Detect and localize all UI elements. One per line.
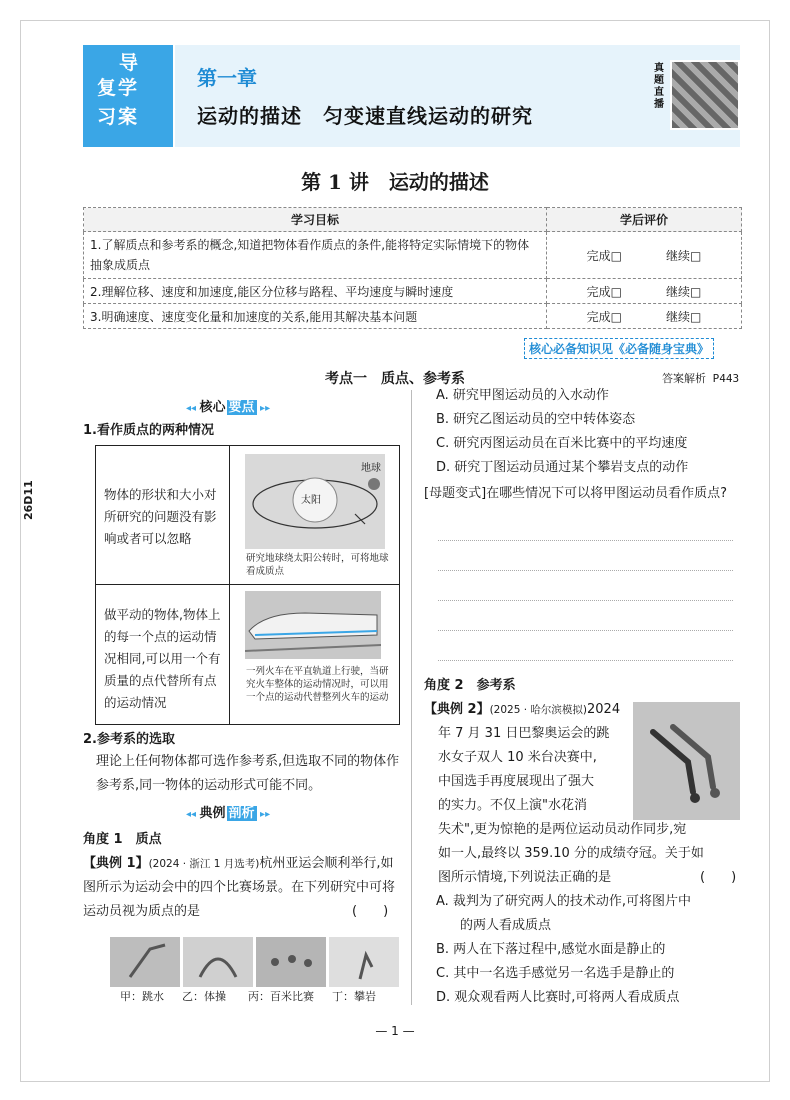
option-a-cont: 的两人看成质点 xyxy=(460,918,552,933)
kaodian-title: 考点一 质点、参考系 xyxy=(325,371,465,387)
answer-line[interactable] xyxy=(438,630,733,631)
side-code: 26D11 xyxy=(22,480,35,520)
four-sports-photos xyxy=(110,937,400,987)
example-2-line: 失术",更为惊艳的是两位运动员动作同步,宛 xyxy=(438,822,687,837)
qr-code-icon[interactable] xyxy=(670,60,740,130)
example-2-line: 中国选手再度展现出了强大 xyxy=(438,774,595,789)
goals-header: 学习目标 xyxy=(84,208,547,232)
reference-hint: 核心必备知识见《必备随身宝典》 xyxy=(524,338,714,359)
earth-sun-orbit-diagram xyxy=(245,454,385,549)
learning-goals-table xyxy=(83,207,742,329)
qr-label: 真题直播 xyxy=(654,63,664,110)
page-number: — 1 — xyxy=(375,1024,415,1038)
photo-caption-2: 乙：体操 xyxy=(182,990,226,1003)
earth-label: 地球 xyxy=(361,463,381,474)
continue-checkbox[interactable]: 继续□ xyxy=(666,248,702,263)
photo-caption-3: 丙：百米比赛 xyxy=(248,990,314,1003)
section-1-title: 1.看作质点的两种情况 xyxy=(83,423,214,438)
diving-photo xyxy=(633,702,740,820)
section-2-title: 2.参考系的选取 xyxy=(83,732,175,747)
cell-2-caption: 一列火车在平直轨道上行驶，当研究火车整体的运动情况时，可以用一个点的运动代替整列火车的运动 xyxy=(246,666,389,703)
continue-checkbox[interactable]: 继续□ xyxy=(666,284,702,299)
angle-1-title: 角度 1 质点 xyxy=(83,832,162,847)
done-checkbox[interactable]: 完成□ xyxy=(586,248,622,263)
eval-header: 学后评价 xyxy=(547,208,742,232)
train-photo xyxy=(245,591,381,659)
option-b: B. 研究乙图运动员的空中转体姿态 xyxy=(436,412,636,427)
answer-line[interactable] xyxy=(438,540,733,541)
answer-line[interactable] xyxy=(438,660,733,661)
arrow-left-icon: ◂◂ xyxy=(186,809,200,820)
angle-2-title: 角度 2 参考系 xyxy=(424,678,516,693)
answer-line[interactable] xyxy=(438,600,733,601)
cell-2-text: 做平动的物体,物体上的每一个点的运动情况相同,可以用一个有质量的点代替所有点的运动情况 xyxy=(104,607,221,710)
table-row xyxy=(84,232,742,279)
option-d: D. 研究丁图运动员通过某个攀岩支点的动作 xyxy=(436,460,689,475)
example-1-paren: ( ) xyxy=(352,904,389,919)
badge-line-2: 复学 xyxy=(97,77,140,99)
example-analysis-tag: ◂◂ 典例 剖析 ▸▸ xyxy=(186,806,271,821)
sun-label: 太阳 xyxy=(301,495,321,506)
option-b: B. 两人在下落过程中,感觉水面是静止的 xyxy=(436,942,666,957)
answer-line[interactable] xyxy=(438,570,733,571)
arrow-left-icon: ◂◂ xyxy=(186,403,200,414)
guide-badge xyxy=(83,45,173,147)
option-c: C. 其中一名选手感觉另一名选手是静止的 xyxy=(436,966,675,981)
example-2-line: 的实力。不仅上演"水花消 xyxy=(438,798,587,813)
done-checkbox[interactable]: 完成□ xyxy=(586,284,622,299)
particle-conditions-table xyxy=(95,445,400,725)
core-points-tag: ◂◂ 核心 要点 ▸▸ xyxy=(186,400,271,415)
badge-line-3: 习案 xyxy=(97,106,140,128)
chapter-label: 第一章 xyxy=(197,66,257,90)
option-c: C. 研究丙图运动员在百米比赛中的平均速度 xyxy=(436,436,688,451)
example-2-line: 图所示情境,下列说法正确的是 xyxy=(438,870,612,885)
example-2-line: 如一人,最终以 359.10 分的成绩夺冠。关于如 xyxy=(438,846,704,861)
section-2-text: 理论上任何物体都可选作参考系,但选取不同的物体作参考系,同一物体的运动形式可能不同。 xyxy=(96,754,400,793)
example-2-head: 【典例 2】(2025 · 哈尔滨模拟)2024 xyxy=(424,702,621,717)
example-2-line: 水女子双人 10 米台决赛中, xyxy=(438,750,597,765)
cell-1-text: 物体的形状和大小对所研究的问题没有影响或者可以忽略 xyxy=(104,487,217,546)
arrow-right-icon: ▸▸ xyxy=(256,403,271,414)
arrow-right-icon: ▸▸ xyxy=(256,809,271,820)
example-1: 【典例 1】(2024 · 浙江 1 月选考)杭州亚运会顺利举行,如图所示为运动会中的四个比赛场景。在下列研究中可将运动员视为质点的是 xyxy=(83,856,396,919)
answer-reference: 答案解析 P443 xyxy=(662,372,740,385)
option-a: A. 裁判为了研究两人的技术动作,可将图片中 xyxy=(436,894,692,909)
table-row xyxy=(84,304,742,329)
photo-caption-1: 甲：跳水 xyxy=(120,990,164,1003)
chapter-title: 运动的描述 匀变速直线运动的研究 xyxy=(197,104,533,128)
variant-question: [母题变式]在哪些情况下可以将甲图运动员看作质点? xyxy=(424,486,728,501)
example-2-line: 年 7 月 31 日巴黎奥运会的跳 xyxy=(438,726,610,741)
option-a: A. 研究甲图运动员的入水动作 xyxy=(436,388,609,403)
photo-caption-4: 丁：攀岩 xyxy=(332,990,376,1003)
table-row xyxy=(84,279,742,304)
example-2-paren: ( ) xyxy=(700,870,737,885)
lecture-title: 第 1 讲 运动的描述 xyxy=(301,170,489,194)
column-divider xyxy=(411,390,412,1005)
goal-text: 1.了解质点和参考系的概念,知道把物体看作质点的条件,能将特定实际情境下的物体抽象成质点 xyxy=(84,232,547,279)
continue-checkbox[interactable]: 继续□ xyxy=(666,309,702,324)
goal-text: 3.明确速度、速度变化量和加速度的关系,能用其解决基本问题 xyxy=(84,304,547,329)
cell-1-caption: 研究地球绕太阳公转时，可将地球看成质点 xyxy=(246,553,389,577)
badge-line-1: 导 xyxy=(119,52,139,74)
goal-text: 2.理解位移、速度和加速度,能区分位移与路程、平均速度与瞬时速度 xyxy=(84,279,547,304)
done-checkbox[interactable]: 完成□ xyxy=(586,309,622,324)
option-d: D. 观众观看两人比赛时,可将两人看成质点 xyxy=(436,990,680,1005)
